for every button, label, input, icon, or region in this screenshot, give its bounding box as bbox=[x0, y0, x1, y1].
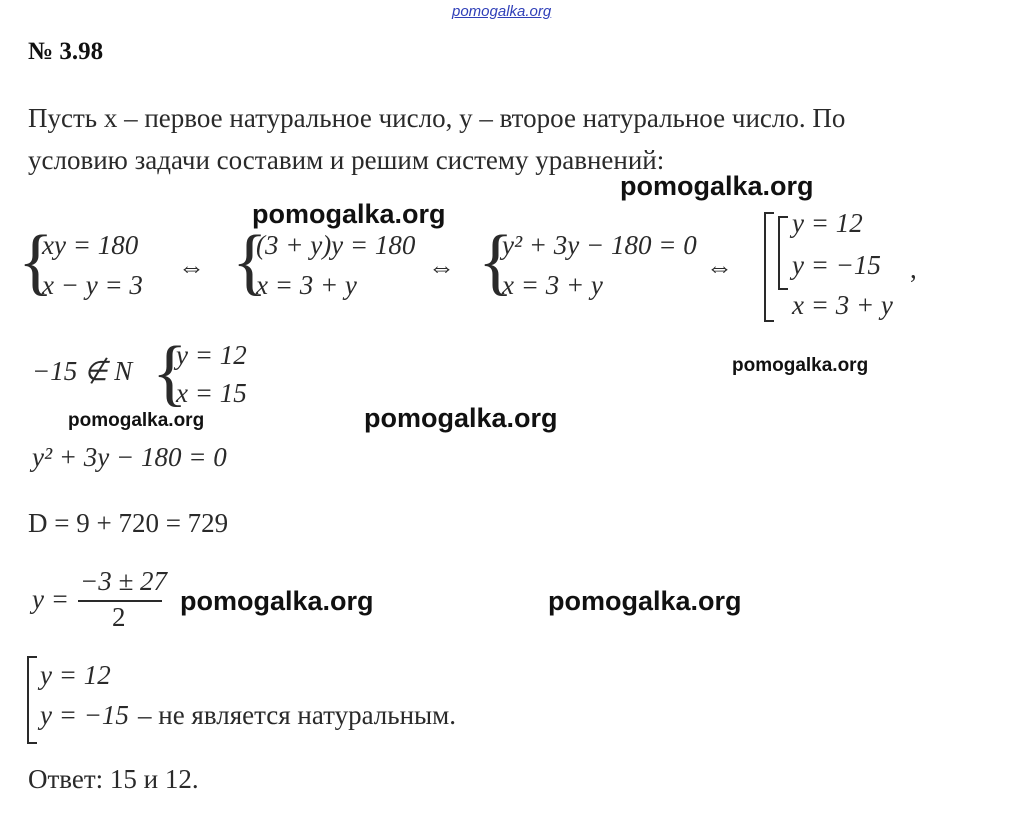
watermark: pomogalka.org bbox=[548, 586, 742, 616]
equation: (3 + y)y = 180 bbox=[256, 230, 416, 260]
square-bracket-icon bbox=[778, 216, 788, 290]
formula-numerator: −3 ± 27 bbox=[80, 566, 168, 596]
not-natural-statement: −15 ∉ N bbox=[32, 356, 133, 386]
watermark: pomogalka.org bbox=[620, 171, 814, 201]
intro-line-1: Пусть x – первое натуральное число, y – второе натуральное число. По bbox=[28, 103, 846, 133]
watermark-link[interactable]: pomogalka.org bbox=[452, 3, 552, 20]
root-2-note: – не является натуральным. bbox=[138, 700, 457, 730]
equation: x − y = 3 bbox=[42, 270, 143, 300]
watermark: pomogalka.org bbox=[252, 199, 446, 229]
curly-brace-icon: { bbox=[232, 221, 268, 303]
equation: x = 3 + y bbox=[502, 270, 603, 300]
quadratic-equation: y² + 3y − 180 = 0 bbox=[32, 442, 227, 472]
formula-denominator: 2 bbox=[112, 602, 126, 632]
watermark: pomogalka.org bbox=[180, 586, 374, 616]
watermark: pomogalka.org bbox=[732, 355, 869, 376]
equation: y² + 3y − 180 = 0 bbox=[502, 230, 697, 260]
problem-number: № 3.98 bbox=[28, 38, 104, 65]
root-2: y = −15 bbox=[40, 700, 129, 730]
formula-lhs: y = bbox=[32, 584, 69, 614]
watermark: pomogalka.org bbox=[68, 410, 205, 431]
intro-line-2: условию задачи составим и решим систему уравнений: bbox=[28, 145, 665, 175]
equation: x = 3 + y bbox=[792, 290, 893, 320]
square-bracket-icon bbox=[27, 656, 37, 744]
root-1: y = 12 bbox=[40, 660, 111, 690]
equation: y = 12 bbox=[792, 208, 863, 238]
equation: y = −15 bbox=[792, 250, 881, 280]
curly-brace-icon: { bbox=[152, 332, 188, 414]
square-bracket-icon bbox=[764, 212, 774, 322]
comma: , bbox=[910, 254, 917, 284]
answer: Ответ: 15 и 12. bbox=[28, 764, 199, 794]
equation: x = 15 bbox=[176, 378, 247, 408]
equivalence-icon: ⇔ bbox=[706, 252, 733, 282]
equation: y = 12 bbox=[176, 340, 247, 370]
equivalence-icon: ⇔ bbox=[428, 252, 455, 282]
curly-brace-icon: { bbox=[478, 221, 514, 303]
equation: x = 3 + y bbox=[256, 270, 357, 300]
equivalence-icon: ⇔ bbox=[178, 252, 205, 282]
discriminant: D = 9 + 720 = 729 bbox=[28, 508, 229, 538]
watermark: pomogalka.org bbox=[364, 403, 558, 433]
curly-brace-icon: { bbox=[18, 221, 54, 303]
equation: xy = 180 bbox=[42, 230, 139, 260]
